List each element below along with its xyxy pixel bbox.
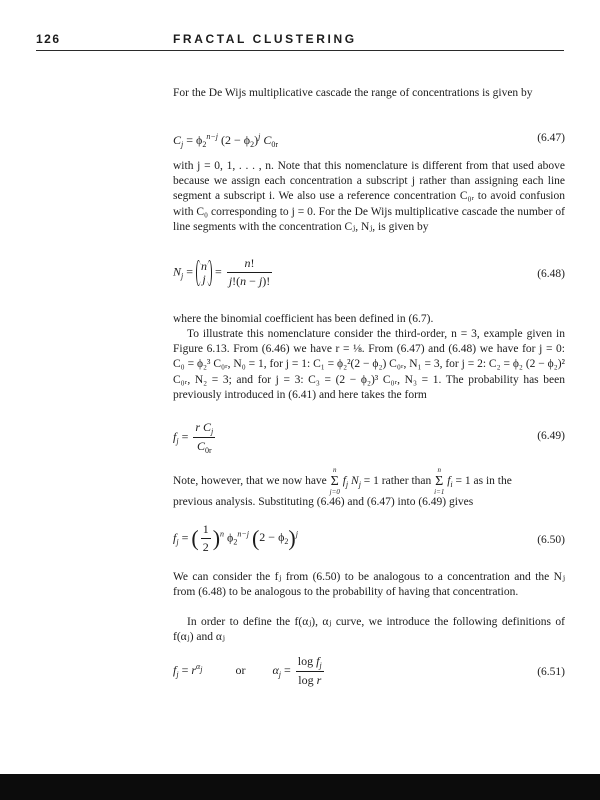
running-title: FRACTAL CLUSTERING — [173, 32, 357, 46]
equation-6-50-math: $f_j$ = ( $\frac{1}{2}$ )$^n$ $\phi_2^{n-j}$ $(2 - \phi_2)^j$ — [173, 522, 298, 554]
equation-6-50 — [173, 522, 565, 566]
paragraph-definitions: In order to define the f(αⱼ), αⱼ curve, we introduce the following definitions of f(αⱼ) and αⱼ — [173, 616, 565, 644]
paragraph-normalization: Note, however, that we now have n Σ j=0 $f_j$ $N_j = 1$ rather than n Σ i=1 $f_i = 1$ as in the — [173, 466, 512, 496]
summation-j: n Σ j=0 — [329, 466, 340, 496]
binomial-coefficient: n j — [196, 260, 212, 286]
equation-number: (6.48) — [537, 268, 565, 280]
equation-6-49-math: $f_j$ = $\frac{r C_j}{C_{0r}}$ — [173, 420, 214, 455]
equation-number: (6.47) — [537, 132, 565, 144]
equation-6-47-math: $C_j = \phi_2^{n-j}$ $(2 - \phi_2)^j$ $C_{0r}$ — [173, 132, 278, 149]
paragraph-analogy: We can consider the fⱼ from (6.50) to be analogous to a concentration and the Nⱼ from (6.48) to be analogous to the probability of having that concentration. — [173, 571, 565, 599]
normalization-text-start: Note, however, that we now have — [173, 475, 327, 488]
paragraph-nomenclature: with j = 0, 1, . . . , n. Note that this nomenclature is different from that used above because we assign each concentration a subscript j rather than assigning each line segment a subscript i. We also use a reference concentration C₀ᵣ to avoid confusion with C₀ corresponding to j = 0. For the De Wijs multiplicative cascade the number of line segments with the concentration Cⱼ, Nⱼ, is given by — [173, 160, 565, 233]
equation-number: (6.49) — [537, 430, 565, 442]
equation-6-48 — [173, 256, 565, 296]
equation-6-51 — [173, 654, 565, 698]
equation-6-49 — [173, 420, 565, 460]
normalization-text-end: as in the — [473, 475, 512, 488]
equation-6-47 — [173, 132, 565, 162]
equation-6-48-math: $N_j$ = n j = $\frac{n!}{j!(n - j)!}$ — [173, 256, 271, 288]
header-rule — [36, 50, 564, 51]
equation-number: (6.50) — [537, 534, 565, 546]
page-number: 126 — [36, 32, 61, 46]
paragraph-intro: For the De Wijs multiplicative cascade the range of concentrations is given by — [173, 87, 533, 99]
page-header — [0, 32, 600, 48]
normalization-text-mid: rather than — [381, 475, 432, 488]
equation-number: (6.51) — [537, 666, 565, 678]
scan-bottom-edge — [0, 774, 600, 800]
paragraph-example: To illustrate this nomenclature consider the third-order, n = 3, example given in Figure 6.13. From (6.46) we have r = ⅛. From (6.47) and (6.48) we have for j = 0: C₀ = ϕ₂³ C₀ᵣ, N₀ = 1, for j = 1: C₁ = ϕ₂²(2 − ϕ₂) C₀ᵣ, N₁ = 3, for j = 2: C₂ = ϕ₂ (2 − ϕ₂)² C₀ᵣ, N₂ = 3; and for j = 3: C₃ = (2 − ϕ₂)³ C₀ᵣ, N₃ = 1. The probability has been previously introduced in (6.41) and here takes the form — [173, 328, 565, 401]
paragraph-binomial-note: where the binomial coefficient has been defined in (6.7). — [173, 313, 434, 325]
summation-i: n Σ i=1 — [434, 466, 445, 496]
equation-6-51-math: $f_j = r^{\alpha_j}$ or $\alpha_j$ = $\frac{\log f_j}{\text{log r}}$ — [173, 654, 322, 687]
paragraph-substitution: previous analysis. Substituting (6.46) and (6.47) into (6.49) gives — [173, 496, 474, 508]
equation-or-word: or — [235, 662, 246, 677]
